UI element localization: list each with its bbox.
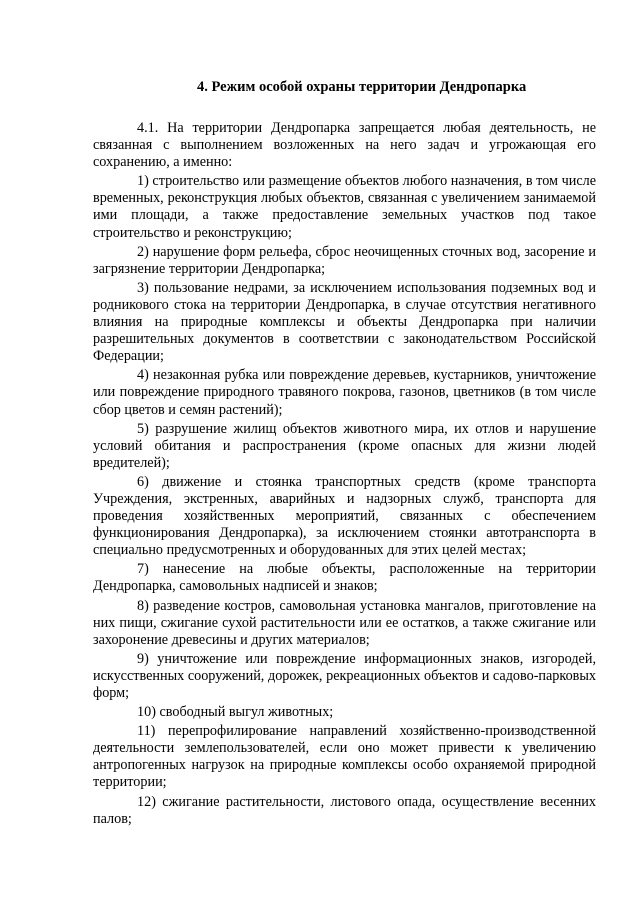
list-item: 12) сжигание растительности, листового опада, осуществление весенних палов;	[93, 793, 596, 827]
list-item: 11) перепрофилирование направлений хозяйственно-производственной деятельности землепользователей, если оно может привести к увеличению антропогенных нагрузок на природные комплексы особо охраняемой природной территории;	[93, 723, 596, 791]
list-item: 10) свободный выгул животных;	[137, 704, 334, 721]
list-item: 3) пользование недрами, за исключением использования подземных вод и родникового стока на территории Дендропарка, в случае отсутствия негативного влияния на природные комплексы и объекты Дендропарка при наличии разрешительных документов в соответствии с законодательством Российской Федерации;	[93, 279, 596, 365]
list-item: 2) нарушение форм рельефа, сброс неочищенных сточных вод, засорение и загрязнение территории Дендропарка;	[93, 243, 596, 277]
section-heading: 4. Режим особой охраны территории Дендропарка	[197, 79, 527, 95]
list-item: 4) незаконная рубка или повреждение деревьев, кустарников, уничтожение или повреждение природного травяного покрова, газонов, цветников (в том числе сбор цветов и семян растений);	[93, 367, 596, 418]
intro-paragraph: 4.1. На территории Дендропарка запрещается любая деятельность, не связанная с выполнением возложенных на него задач и угрожающая его сохранению, а именно:	[93, 120, 596, 171]
list-item: 6) движение и стоянка транспортных средств (кроме транспорта Учреждения, экстренных, аварийных и надзорных служб, транспорта для проведения хозяйственных мероприятий, связанных с обеспечением функционирования Дендропарка), за исключением стоянки автотранспорта в специально предусмотренных и оборудованных для этих целей местах;	[93, 473, 596, 559]
document-page	[93, 78, 596, 830]
list-item: 7) нанесение на любые объекты, расположенные на территории Дендропарка, самовольных надписей и знаков;	[93, 561, 596, 595]
list-item: 9) уничтожение или повреждение информационных знаков, изгородей, искусственных сооружений, дорожек, рекреационных объектов и садово-парковых форм;	[93, 650, 596, 701]
list-item: 5) разрушение жилищ объектов животного мира, их отлов и нарушение условий обитания и распространения (кроме опасных для жизни людей вредителей);	[93, 420, 596, 471]
list-item: 1) строительство или размещение объектов любого назначения, в том числе временных, реконструкция любых объектов, связанная с увеличением занимаемой ими площади, а также предоставление земельных участков под такое строительство и реконструкцию;	[93, 173, 596, 241]
list-item: 8) разведение костров, самовольная установка мангалов, приготовление на них пищи, сжигание сухой растительности или ее остатков, а также сжигание или захоронение древесины и других материалов;	[93, 597, 596, 648]
